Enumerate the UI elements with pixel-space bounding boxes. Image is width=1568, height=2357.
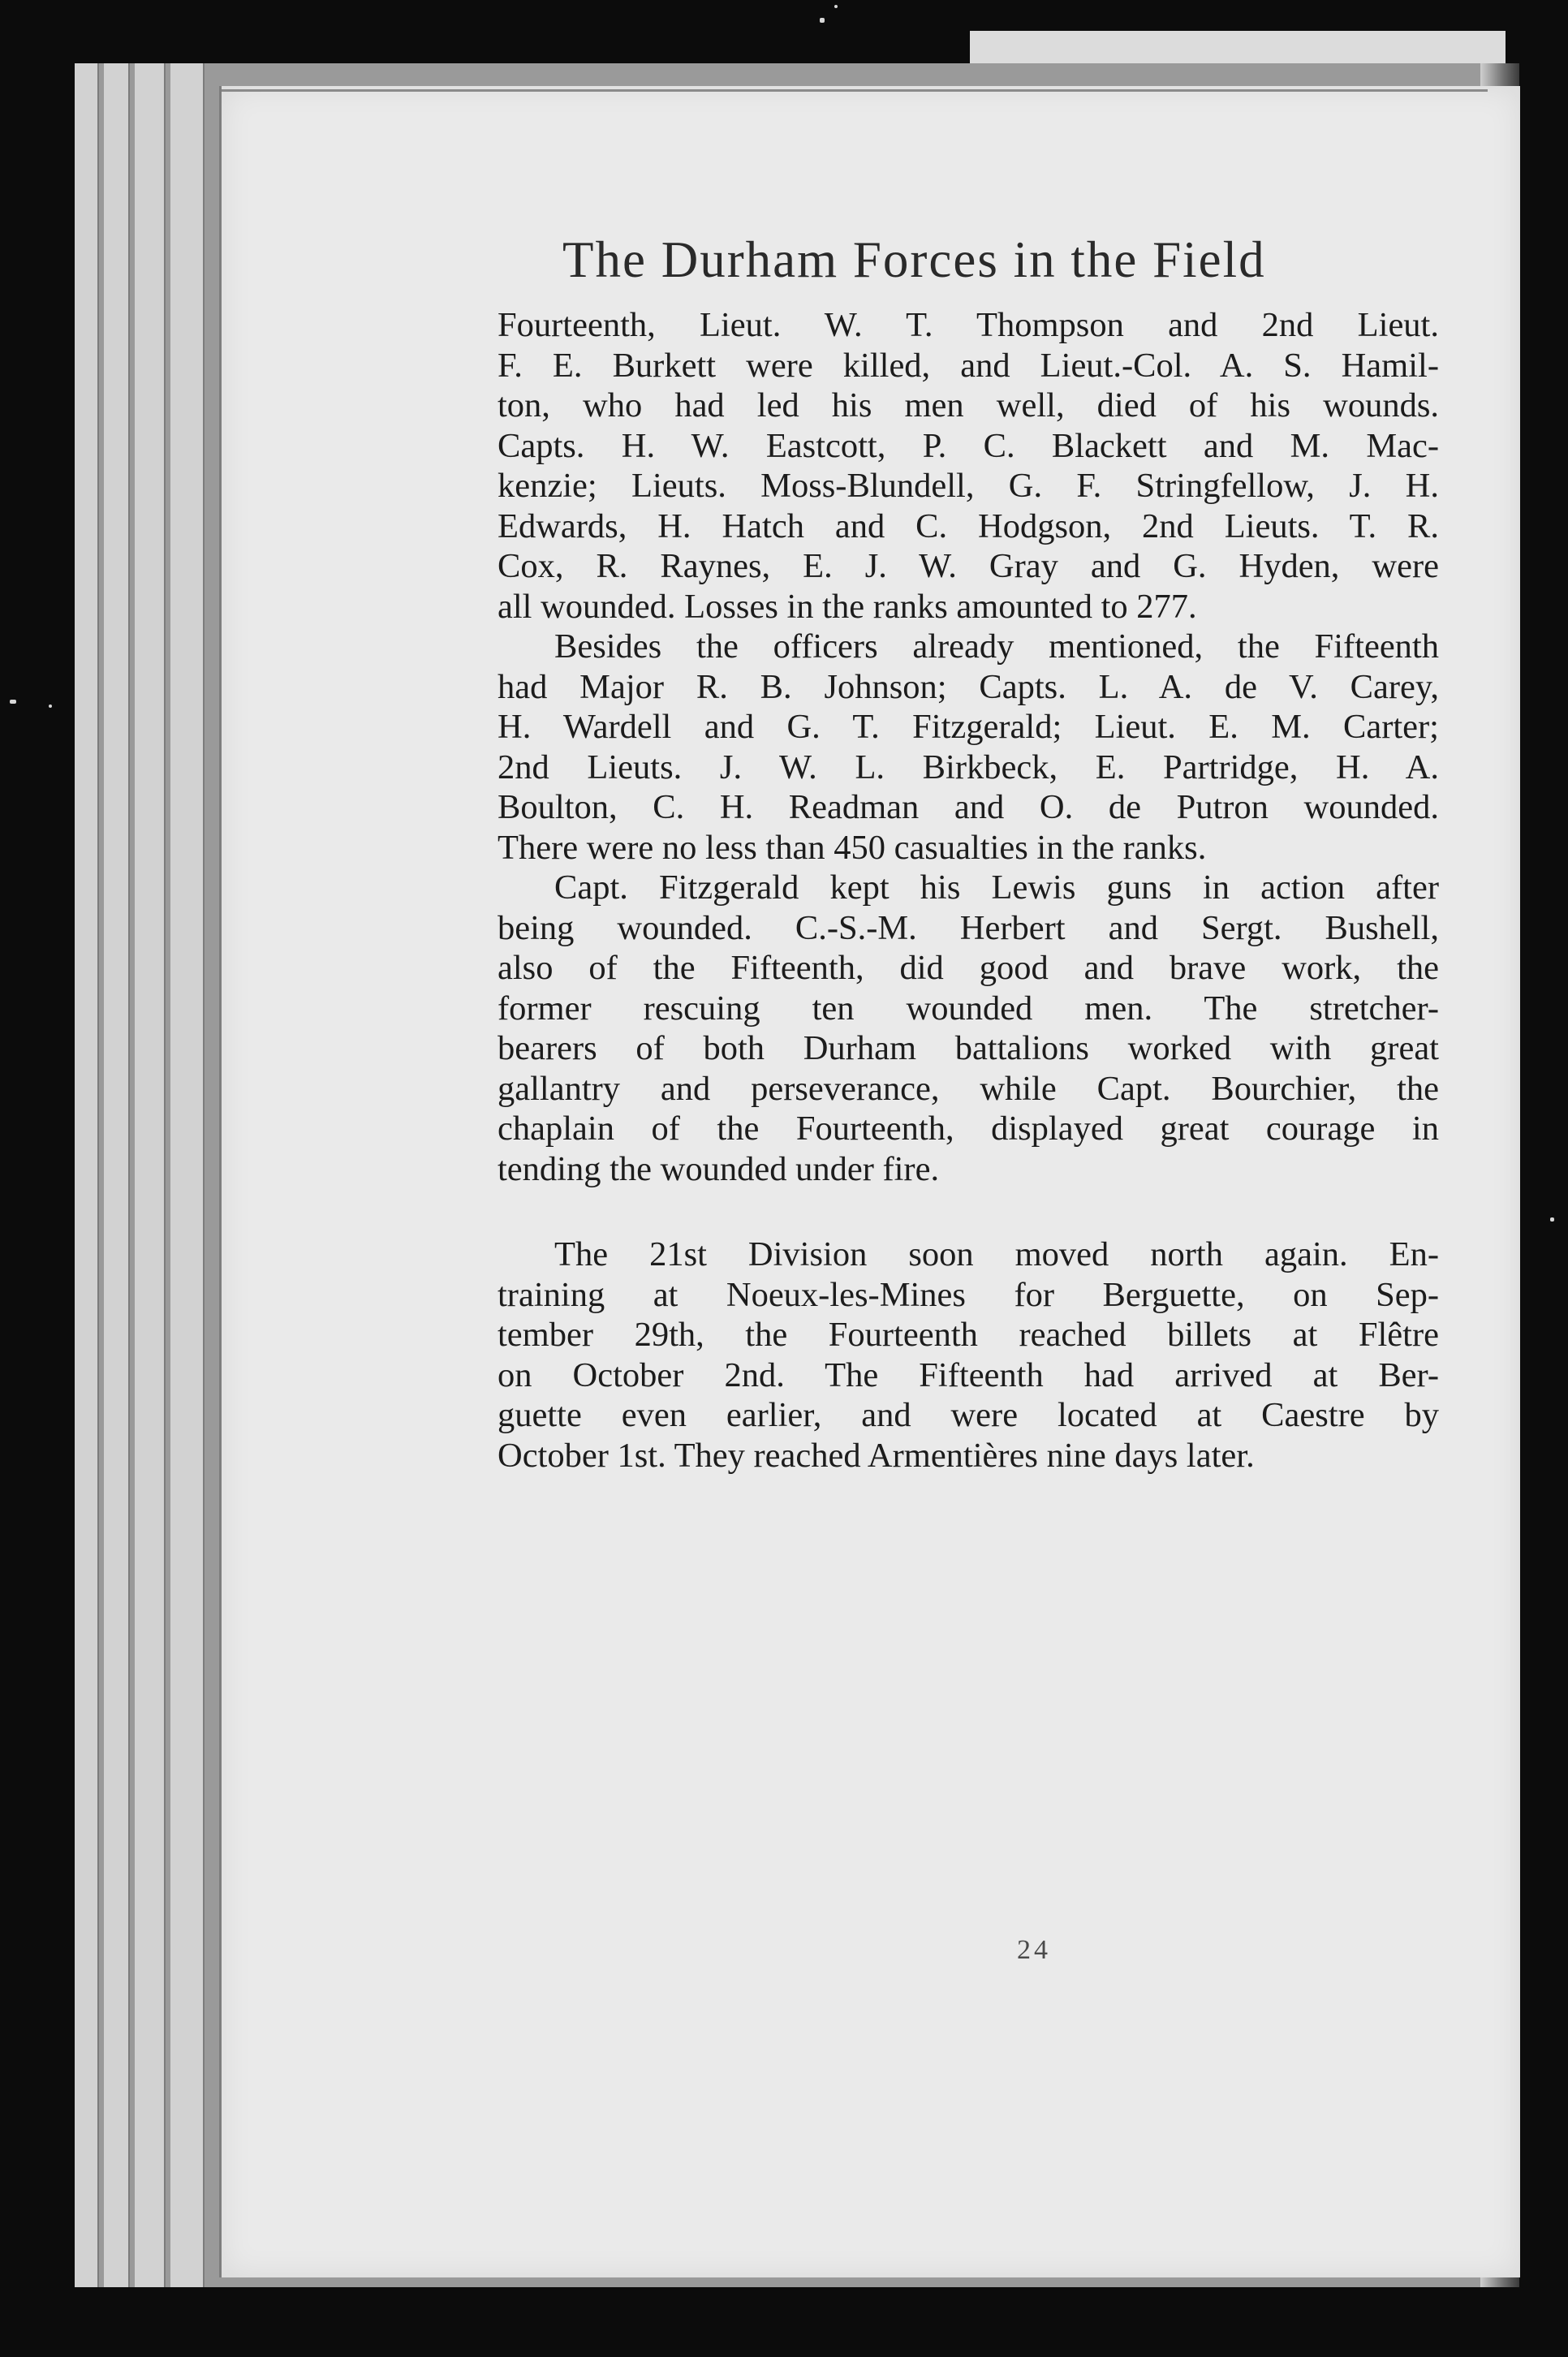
paragraph xyxy=(498,305,1439,627)
text-line: bearers of both Durham battalions worked with great xyxy=(498,1029,1439,1067)
text-line: guette even earlier, and were located at Caestre by xyxy=(498,1396,1439,1434)
text-line: all wounded. Losses in the ranks amounted to 277. xyxy=(498,587,1197,626)
text-line: tending the wounded under fire. xyxy=(498,1149,940,1188)
text-line: being wounded. C.-S.-M. Herbert and Sergt. Bushell, xyxy=(498,908,1439,947)
running-head: The Durham Forces in the Field xyxy=(562,231,1266,288)
paragraph xyxy=(498,868,1439,1189)
page-edge-strip xyxy=(75,63,99,2287)
text-line: former rescuing ten wounded men. The stretcher- xyxy=(498,989,1439,1028)
text-line: There were no less than 450 casualties in the ranks. xyxy=(498,828,1207,867)
scan-speck xyxy=(10,700,16,704)
page-edge-strip xyxy=(170,63,205,2287)
book-page xyxy=(219,86,1520,2277)
text-line: The 21st Division soon moved north again. En- xyxy=(554,1235,1439,1273)
text-line: Besides the officers already mentioned, the Fifteenth xyxy=(554,627,1439,666)
text-line: H. Wardell and G. T. Fitzgerald; Lieut. E. M. Carter; xyxy=(498,708,1439,746)
scan-speck xyxy=(1550,1217,1554,1222)
page-edge-strip xyxy=(104,63,130,2287)
text-line: Boulton, C. H. Readman and O. de Putron wounded. xyxy=(498,788,1439,826)
scan-speck xyxy=(834,5,838,8)
text-line: October 1st. They reached Armentières nine days later. xyxy=(498,1436,1255,1475)
page-number: 24 xyxy=(1017,1935,1051,1965)
text-line: F. E. Burkett were killed, and Lieut.-Col. A. S. Hamil- xyxy=(498,346,1439,385)
text-line: had Major R. B. Johnson; Capts. L. A. de V. Carey, xyxy=(498,667,1439,706)
page-edge-strip xyxy=(135,63,166,2287)
paragraph xyxy=(498,627,1439,868)
text-line: Cox, R. Raynes, E. J. W. Gray and G. Hyden, were xyxy=(498,547,1439,585)
text-line: ton, who had led his men well, died of his wounds. xyxy=(498,386,1439,424)
text-line: Capt. Fitzgerald kept his Lewis guns in action after xyxy=(554,868,1439,907)
text-line: Edwards, H. Hatch and C. Hodgson, 2nd Lieuts. T. R. xyxy=(498,506,1439,545)
page-top-border xyxy=(222,89,1488,92)
paragraph-gap xyxy=(498,1189,1439,1235)
page-tab xyxy=(970,31,1506,65)
text-line: 2nd Lieuts. J. W. L. Birkbeck, E. Partridge, H. A. xyxy=(498,748,1439,786)
scan-speck xyxy=(49,705,52,708)
paragraph xyxy=(498,1235,1439,1476)
text-line: on October 2nd. The Fifteenth had arrived at Ber- xyxy=(498,1355,1439,1394)
scan-speck xyxy=(820,18,825,23)
text-line: Capts. H. W. Eastcott, P. C. Blackett and M. Mac- xyxy=(498,426,1439,465)
text-line: tember 29th, the Fourteenth reached billets at Flêtre xyxy=(498,1316,1439,1354)
text-line: also of the Fifteenth, did good and brave work, the xyxy=(498,949,1439,987)
text-line: gallantry and perseverance, while Capt. Bourchier, the xyxy=(498,1069,1439,1108)
text-line: Fourteenth, Lieut. W. T. Thompson and 2nd Lieut. xyxy=(498,306,1439,344)
text-line: kenzie; Lieuts. Moss-Blundell, G. F. Stringfellow, J. H. xyxy=(498,467,1439,505)
body-text xyxy=(498,305,1439,1476)
text-line: training at Noeux-les-Mines for Berguette, on Sep- xyxy=(498,1275,1439,1314)
text-line: chaplain of the Fourteenth, displayed great courage in xyxy=(498,1110,1439,1148)
